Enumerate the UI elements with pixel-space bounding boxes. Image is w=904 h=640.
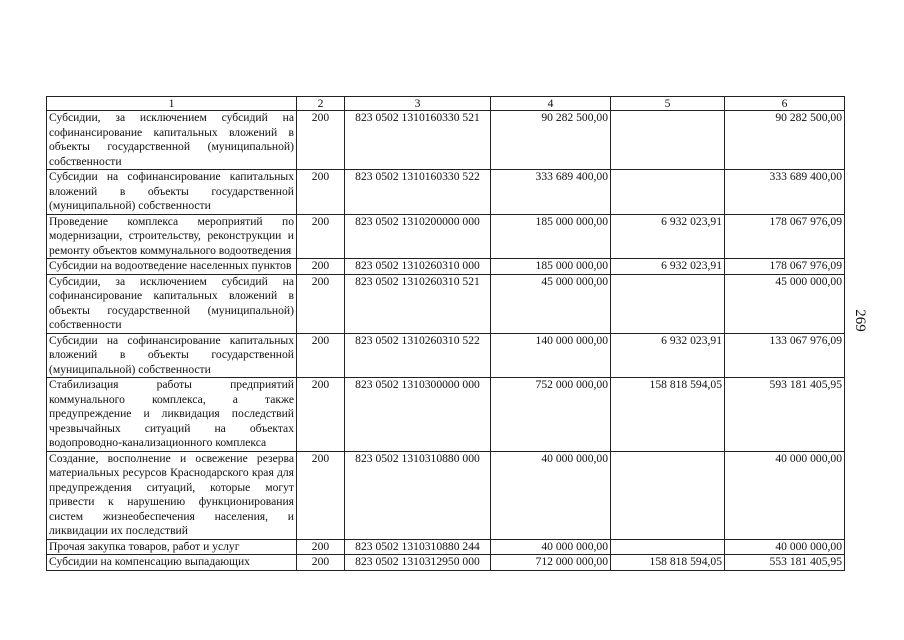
row-col5: 6 932 023,91 bbox=[611, 214, 725, 259]
row-name: Стабилизация работы предприятий коммунального комплекса, а также предупреждение и ликвидация последствий чрезвычайных ситуаций на объектах водопроводно-канализационного комплекса bbox=[47, 378, 297, 452]
row-code: 823 0502 1310300000 000 bbox=[345, 378, 491, 452]
row-col5 bbox=[611, 539, 725, 555]
row-col4: 40 000 000,00 bbox=[491, 451, 611, 539]
row-name: Прочая закупка товаров, работ и услуг bbox=[47, 539, 297, 555]
row-name: Создание, восполнение и освежение резерва материальных ресурсов Краснодарского края для предупреждения ситуаций, которые могут привести к нарушению функционирования систем жизнеобеспечения населения, и ликвидации их последствий bbox=[47, 451, 297, 539]
row-col6: 40 000 000,00 bbox=[725, 539, 845, 555]
row-col2: 200 bbox=[297, 111, 345, 170]
row-col6: 45 000 000,00 bbox=[725, 274, 845, 333]
table-row bbox=[47, 378, 845, 452]
row-col2: 200 bbox=[297, 555, 345, 571]
column-header-5: 5 bbox=[611, 97, 725, 111]
table-row bbox=[47, 274, 845, 333]
row-col6: 178 067 976,09 bbox=[725, 214, 845, 259]
row-name: Субсидии на софинансирование капитальных вложений в объекты государственной (муниципальной) собственности bbox=[47, 333, 297, 378]
row-code: 823 0502 1310312950 000 bbox=[345, 555, 491, 571]
row-code: 823 0502 1310160330 521 bbox=[345, 111, 491, 170]
row-name: Субсидии на водоотведение населенных пунктов bbox=[47, 259, 297, 275]
row-name: Субсидии, за исключением субсидий на софинансирование капитальных вложений в объекты государственной (муниципальной) собственности bbox=[47, 274, 297, 333]
row-col6: 40 000 000,00 bbox=[725, 451, 845, 539]
row-col6: 133 067 976,09 bbox=[725, 333, 845, 378]
row-name: Субсидии на компенсацию выпадающих bbox=[47, 555, 297, 571]
budget-table-container bbox=[46, 96, 845, 571]
table-row bbox=[47, 170, 845, 215]
row-col5: 158 818 594,05 bbox=[611, 555, 725, 571]
table-row bbox=[47, 451, 845, 539]
row-col4: 40 000 000,00 bbox=[491, 539, 611, 555]
table-row bbox=[47, 539, 845, 555]
row-code: 823 0502 1310310880 244 bbox=[345, 539, 491, 555]
page-number: 269 bbox=[851, 309, 868, 332]
column-number-row bbox=[47, 97, 845, 111]
row-col2: 200 bbox=[297, 539, 345, 555]
row-name: Субсидии, за исключением субсидий на софинансирование капитальных вложений в объекты государственной (муниципальной) собственности bbox=[47, 111, 297, 170]
column-header-1: 1 bbox=[47, 97, 297, 111]
row-col4: 712 000 000,00 bbox=[491, 555, 611, 571]
row-col5 bbox=[611, 111, 725, 170]
row-code: 823 0502 1310310880 000 bbox=[345, 451, 491, 539]
table-row bbox=[47, 214, 845, 259]
table-row bbox=[47, 333, 845, 378]
column-header-3: 3 bbox=[345, 97, 491, 111]
row-col4: 185 000 000,00 bbox=[491, 259, 611, 275]
row-col6: 178 067 976,09 bbox=[725, 259, 845, 275]
row-col5 bbox=[611, 451, 725, 539]
row-col2: 200 bbox=[297, 274, 345, 333]
row-col2: 200 bbox=[297, 170, 345, 215]
row-code: 823 0502 1310260310 000 bbox=[345, 259, 491, 275]
row-name: Проведение комплекса мероприятий по модернизации, строительству, реконструкции и ремонту объектов коммунального водоотведения bbox=[47, 214, 297, 259]
row-code: 823 0502 1310260310 521 bbox=[345, 274, 491, 333]
row-col2: 200 bbox=[297, 333, 345, 378]
row-col2: 200 bbox=[297, 214, 345, 259]
row-col5 bbox=[611, 170, 725, 215]
table-row bbox=[47, 555, 845, 571]
row-col2: 200 bbox=[297, 451, 345, 539]
row-col2: 200 bbox=[297, 259, 345, 275]
row-col4: 752 000 000,00 bbox=[491, 378, 611, 452]
row-col5: 158 818 594,05 bbox=[611, 378, 725, 452]
row-col5: 6 932 023,91 bbox=[611, 333, 725, 378]
row-code: 823 0502 1310200000 000 bbox=[345, 214, 491, 259]
row-col5: 6 932 023,91 bbox=[611, 259, 725, 275]
row-code: 823 0502 1310160330 522 bbox=[345, 170, 491, 215]
column-header-4: 4 bbox=[491, 97, 611, 111]
row-code: 823 0502 1310260310 522 bbox=[345, 333, 491, 378]
row-col4: 90 282 500,00 bbox=[491, 111, 611, 170]
row-col4: 140 000 000,00 bbox=[491, 333, 611, 378]
table-row bbox=[47, 111, 845, 170]
row-col4: 333 689 400,00 bbox=[491, 170, 611, 215]
row-col6: 90 282 500,00 bbox=[725, 111, 845, 170]
table-row bbox=[47, 259, 845, 275]
budget-table bbox=[46, 96, 845, 571]
row-col6: 333 689 400,00 bbox=[725, 170, 845, 215]
row-col2: 200 bbox=[297, 378, 345, 452]
column-header-2: 2 bbox=[297, 97, 345, 111]
row-col4: 45 000 000,00 bbox=[491, 274, 611, 333]
column-header-6: 6 bbox=[725, 97, 845, 111]
row-col6: 553 181 405,95 bbox=[725, 555, 845, 571]
row-name: Субсидии на софинансирование капитальных вложений в объекты государственной (муниципальной) собственности bbox=[47, 170, 297, 215]
row-col4: 185 000 000,00 bbox=[491, 214, 611, 259]
row-col6: 593 181 405,95 bbox=[725, 378, 845, 452]
row-col5 bbox=[611, 274, 725, 333]
